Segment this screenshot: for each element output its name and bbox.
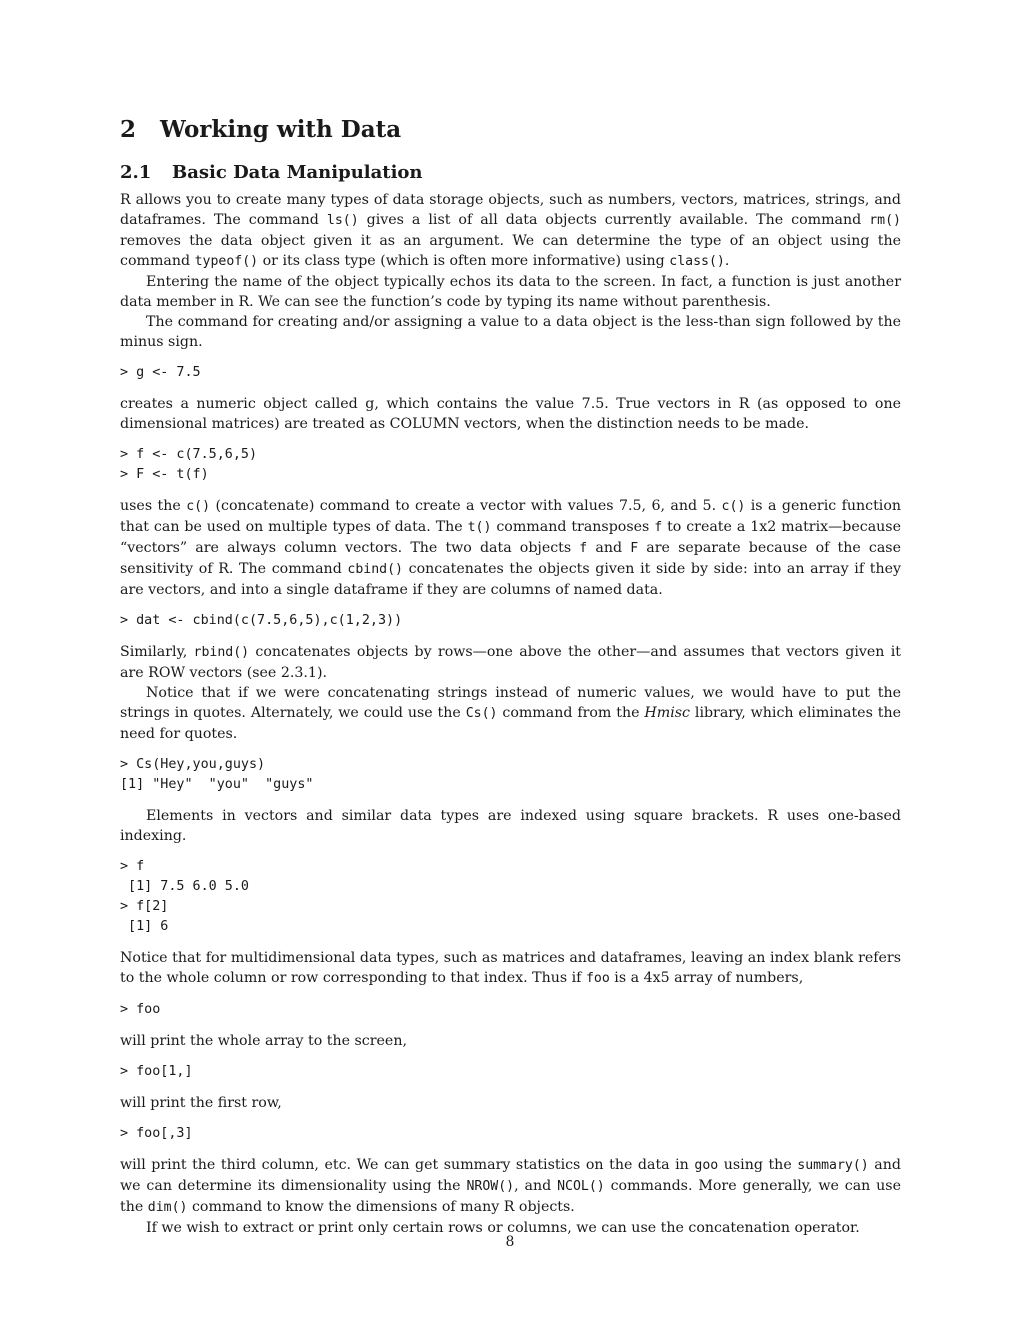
code-block-foo-col: > foo[,3] xyxy=(120,1126,193,1141)
section-number: 2 xyxy=(120,116,137,143)
paragraph-first-row: will print the first row, xyxy=(120,1095,282,1111)
code-block-foo: > foo xyxy=(120,1002,161,1017)
paragraph-extract: If we wish to extract or print only certain rows or columns, we can use the concatenation operator. xyxy=(146,1220,860,1236)
code-block-assign: > g <- 7.5 xyxy=(120,365,201,380)
section-title: Working with Data xyxy=(160,116,402,143)
paragraph-intro: R allows you to create many types of data storage objects, such as numbers, vectors, matrices, strings, and dataframes. The command ls() gives a list of all data objects currently available. The command rm() removes the data object given it as an argument. We can determine the type of an object using the command typeof() or its class type (which is often more informative) using class(). xyxy=(120,192,901,269)
code-block-foo-row: > foo[1,] xyxy=(120,1064,193,1079)
paragraph-numeric-object: creates a numeric object called g, which contains the value 7.5. True vectors in R (as opposed to one dimensional matrices) are treated as COLUMN vectors, when the distinction needs to be made. xyxy=(120,396,901,432)
paragraph-concatenate: uses the c() (concatenate) command to create a vector with values 7.5, 6, and 5. c() is a generic function that can be used on multiple types of data. The t() command transposes f to create a 1x2 matrix—because “vectors” are always column vectors. The two data objects f and F are separate because of the case sensitivity of R. The command cbind() concatenates the objects given it side by side: into an array if they are vectors, and into a single dataframe if they are columns of named data. xyxy=(120,498,902,598)
code-block-vector: > f <- c(7.5,6,5) > F <- t(f) xyxy=(120,447,258,482)
paragraph-strings: Notice that if we were concatenating strings instead of numeric values, we would have to put the strings in quotes. Alternately, we could use the Cs() command from the Hmisc library, which eliminates the need for quotes. xyxy=(120,685,901,742)
paragraph-multidim: Notice that for multidimensional data types, such as matrices and dataframes, leaving an index blank refers to the whole column or row corresponding to that index. Thus if foo is a 4x5 array of numbers, xyxy=(120,950,901,986)
paragraph-assign: The command for creating and/or assigning a value to a data object is the less-than sign followed by the minus sign. xyxy=(120,314,901,350)
paragraph-indexing: Elements in vectors and similar data types are indexed using square brackets. R uses one-based indexing. xyxy=(120,808,901,844)
subsection-title: Basic Data Manipulation xyxy=(172,162,423,183)
subsection-heading xyxy=(120,160,901,186)
paragraph-whole-array: will print the whole array to the screen, xyxy=(120,1033,407,1049)
page-number: 8 xyxy=(505,1234,515,1250)
document-page xyxy=(120,106,901,1238)
code-block-index: > f [1] 7.5 6.0 5.0 > f[2] [1] 6 xyxy=(120,859,249,934)
section-heading xyxy=(120,114,901,146)
paragraph-rbind: Similarly, rbind() concatenates objects by rows—one above the other—and assumes that vectors given it are ROW vectors (see 2.3.1). xyxy=(120,644,901,681)
paragraph-summary: will print the third column, etc. We can get summary statistics on the data in goo using the summary() and we can determine its dimensionality using the NROW(), and NCOL() commands. More generally, we can use the dim() command to know the dimensions of many R objects. xyxy=(120,1157,901,1215)
subsection-number: 2.1 xyxy=(120,162,152,183)
code-block-cbind: > dat <- cbind(c(7.5,6,5),c(1,2,3)) xyxy=(120,613,403,628)
paragraph-echo: Entering the name of the object typically echos its data to the screen. In fact, a function is just another data member in R. We can see the function’s code by typing its name without parenthesis. xyxy=(120,274,901,310)
code-block-cs: > Cs(Hey,you,guys) [1] "Hey" "you" "guys" xyxy=(120,757,314,792)
